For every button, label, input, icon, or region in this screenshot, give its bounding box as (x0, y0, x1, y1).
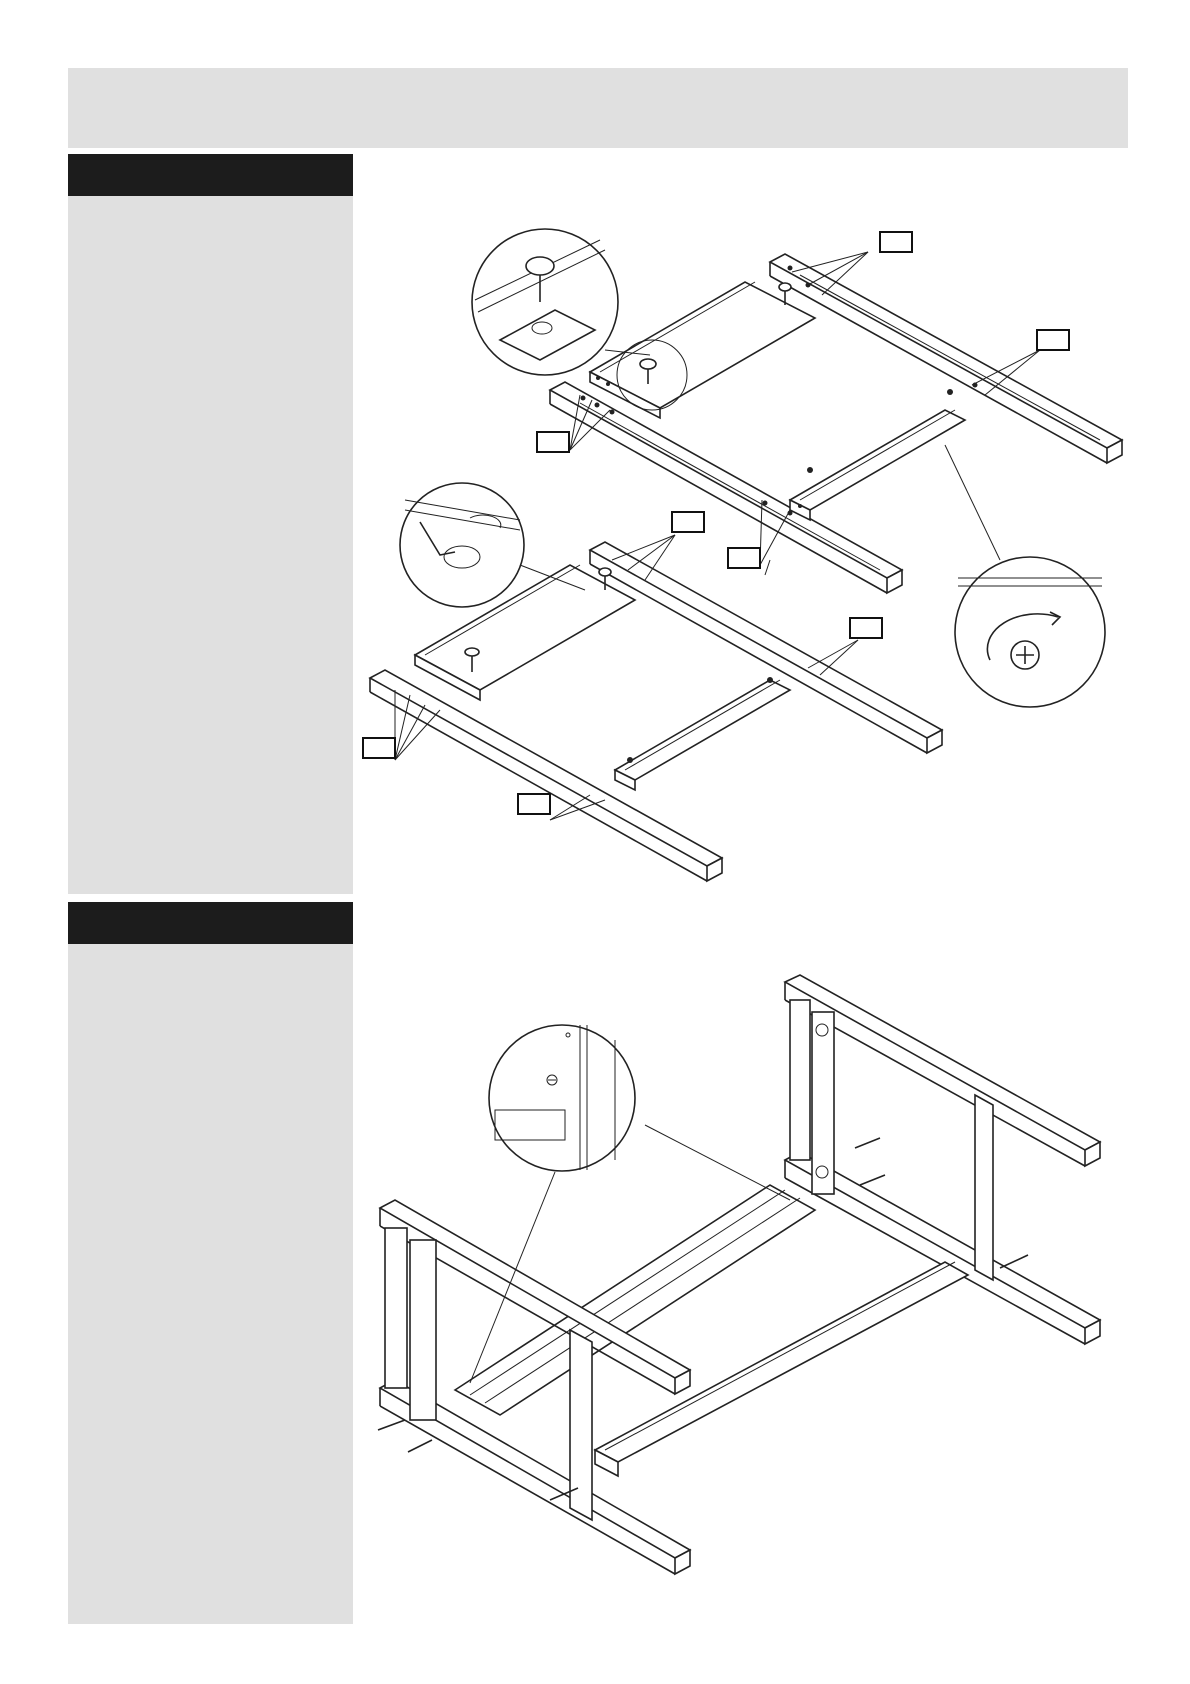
screw-icon (378, 1138, 1028, 1500)
slat-upper (590, 282, 815, 418)
detail-magnifier-cam-tighten (945, 445, 1105, 707)
step-1-upper-frame-drawing (472, 229, 1122, 593)
rail-left-2 (370, 670, 722, 881)
step-2-assembly-drawing (378, 975, 1100, 1574)
slat-lower (790, 410, 965, 520)
step-1-lower-frame-drawing (363, 445, 1105, 881)
slat-lower-2 (615, 680, 790, 790)
